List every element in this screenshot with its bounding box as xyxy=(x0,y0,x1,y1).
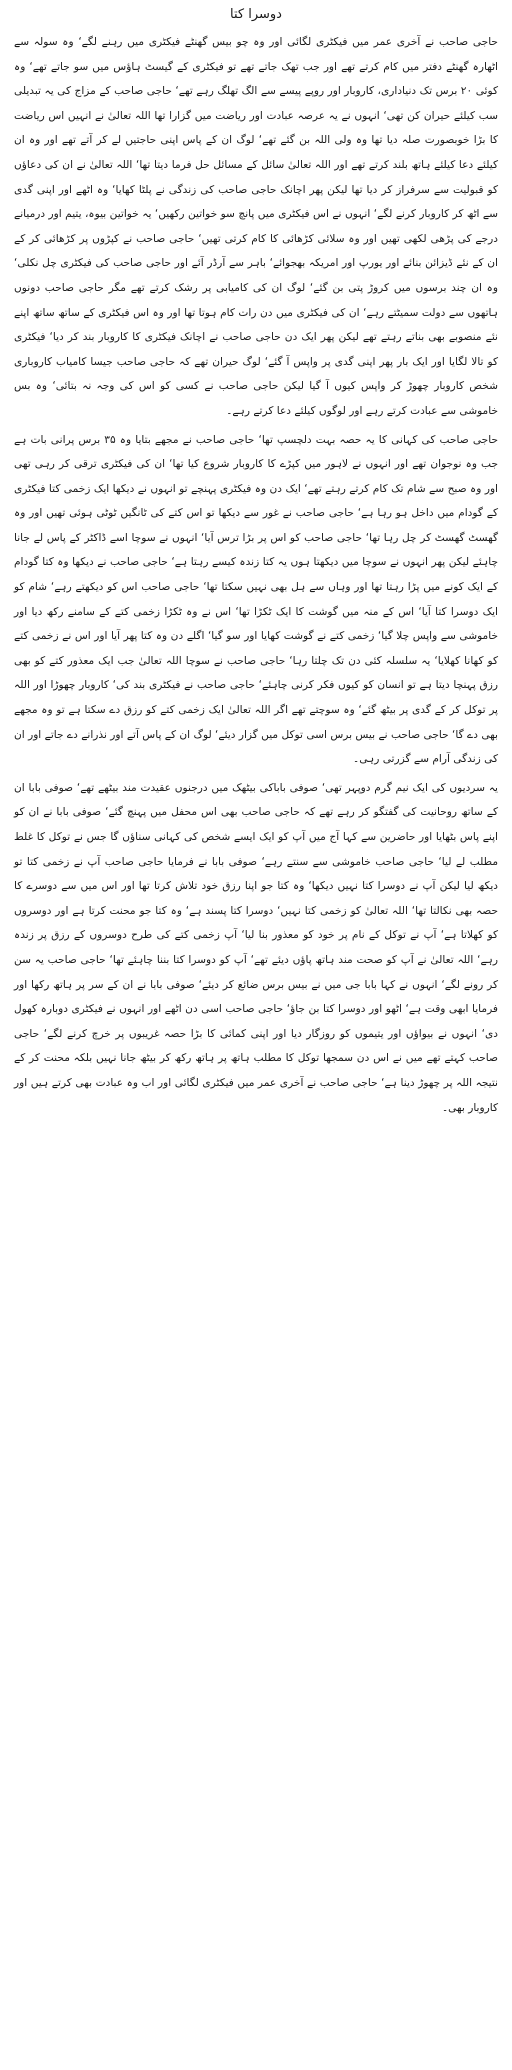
paragraph-2: حاجی صاحب کی کہانی کا یہ حصہ بہت دلچسپ تھا‘ حاجی صاحب نے مجھے بتایا وہ ۳۵ برس پرانی بات ہے جب وہ نوجوان تھے اور انہوں نے لاہور میں کپڑے کا کاروبار شروع کیا تھا‘ ان کی فیکٹری ترقی کر رہی تھی اور وہ صبح سے شام تک کام کرتے رہتے تھے‘ ایک دن وہ فیکٹری پہنچے تو انہوں نے دیکھا ایک زخمی کتا فیکٹری کے گودام میں داخل ہو رہا ہے‘ حاجی صاحب نے غور سے دیکھا تو اس کتے کی ٹانگیں ٹوٹی ہوئی تھیں اور وہ گھسٹ گھسٹ کر چل رہا تھا‘ حاجی صاحب کو اس پر بڑا ترس آیا‘ انہوں نے سوچا اسے ڈاکٹر کے پاس لے جانا چاہئے لیکن پھر انہوں نے سوچا میں دیکھتا ہوں یہ کتا زندہ کیسے رہتا ہے‘ حاجی صاحب نے دیکھا وہ کتا گودام کے ایک کونے میں پڑا رہتا تھا اور وہاں سے ہل بھی نہیں سکتا تھا‘ حاجی صاحب اس کو دیکھتے رہے‘ شام کو ایک دوسرا کتا آیا‘ اس کے منہ میں گوشت کا ایک ٹکڑا تھا‘ اس نے وہ ٹکڑا زخمی کتے کے سامنے رکھ دیا اور خاموشی سے واپس چلا گیا‘ زخمی کتے نے گوشت کھایا اور سو گیا‘ اگلے دن وہ کتا پھر آیا اور اس نے زخمی کتے کو کھانا کھلایا‘ یہ سلسلہ کئی دن تک چلتا رہا‘ حاجی صاحب نے سوچا اللہ تعالیٰ جب ایک معذور کتے کو بھی رزق پہنچا دیتا ہے تو انسان کو کیوں فکر کرنی چاہئے‘ حاجی صاحب نے فیکٹری بند کی‘ کاروبار چھوڑا اور اللہ پر توکل کر کے گدی پر بیٹھ گئے‘ وہ سوچتے تھے اگر اللہ تعالیٰ ایک زخمی کتے کو رزق دے سکتا ہے تو وہ مجھے بھی دے گا‘ حاجی صاحب نے بیس برس اسی توکل میں گزار دیئے‘ لوگ ان کے پاس آتے اور نذرانے دے جاتے اور ان کی زندگی آرام سے گزرتی رہی۔ xyxy=(13,433,498,766)
article-title: دوسرا کتا xyxy=(230,7,282,22)
paragraph-1: حاجی صاحب نے آخری عمر میں فیکٹری لگائی اور وہ چو بیس گھنٹے فیکٹری میں رہنے لگے‘ وہ سولہ سے اٹھارہ گھنٹے دفتر میں کام کرتے تھے اور جب تھک جاتے تھے تو فیکٹری کے گیسٹ ہاؤس میں سو جاتے تھے‘ وہ کوئی ۲۰ برس تک دنیاداری، کاروبار اور روپے پیسے سے الگ تھلگ رہے تھے‘ حاجی صاحب کے مزاج کی یہ تبدیلی سب کیلئے حیران کن تھی‘ انہوں نے یہ عرصہ عبادت اور ریاضت میں گزارا تھا اللہ تعالیٰ نے انہیں اس ریاضت کا بڑا خوبصورت صلہ دیا تھا وہ ولی اللہ بن گئے تھے‘ لوگ ان کے پاس اپنی حاجتیں لے کر آتے تھے اور وہ ان کیلئے دعا کیلئے ہاتھ بلند کرتے تھے اور اللہ تعالیٰ سائل کے مسائل حل فرما دیتا تھا‘ اللہ تعالیٰ نے ان کی دعاؤں کو قبولیت سے سرفراز کر دیا تھا لیکن پھر اچانک حاجی صاحب کی زندگی نے پلٹا کھایا‘ وہ اٹھے اور اپنی گدی سے اٹھ کر کاروبار کرنے لگے‘ انہوں نے اس فیکٹری میں پانچ سو خواتین رکھیں‘ یہ خواتین بیوہ، یتیم اور درمیانے درجے کی پڑھی لکھی تھیں اور وہ سلائی کڑھائی کا کام کرتی تھیں‘ حاجی صاحب نے کپڑوں پر کڑھائی کر کے ان کے نئے ڈیزائن بنائے اور یورپ اور امریکہ بھجوائے‘ باہر سے آرڈر آئے اور حاجی صاحب کی فیکٹری چل نکلی‘ وہ ان چند برسوں میں کروڑ پتی بن گئے‘ لوگ ان کی کامیابی پر رشک کرتے تھے مگر حاجی صاحب دونوں ہاتھوں سے دولت سمیٹتے رہے‘ ان کی فیکٹری میں دن رات کام ہوتا تھا اور وہ اس فیکٹری کے ساتھ ساتھ اپنے نئے منصوبے بھی بناتے رہتے تھے لیکن پھر ایک دن حاجی صاحب نے اچانک فیکٹری کا کاروبار بند کر دیا‘ فیکٹری کو تالا لگایا اور ایک بار پھر اپنی گدی پر واپس آ گئے‘ لوگ حیران تھے کہ حاجی صاحب جیسا کامیاب کاروباری شخص کاروبار چھوڑ کر واپس کیوں آ گیا لیکن حاجی صاحب نے کسی کو اس کی وجہ نہ بتائی‘ وہ بس خاموشی سے عبادت کرتے رہے اور لوگوں کیلئے دعا کرتے رہے۔ xyxy=(14,36,498,417)
paragraph-3: یہ سردیوں کی ایک نیم گرم دوپہر تھی‘ صوفی باباکی بیٹھک میں درجنوں عقیدت مند بیٹھے تھے‘ صوفی بابا ان کے ساتھ روحانیت کی گفتگو کر رہے تھے کہ حاجی صاحب بھی اس محفل میں پہنچ گئے‘ صوفی بابا نے ان کو اپنے پاس بٹھایا اور حاضرین سے کہا آج میں آپ کو ایک ایسے شخص کی کہانی سناؤں گا جس نے توکل کا غلط مطلب لے لیا‘ حاجی صاحب خاموشی سے سنتے رہے‘ صوفی بابا نے فرمایا حاجی صاحب آپ نے زخمی کتا تو دیکھ لیا لیکن آپ نے دوسرا کتا نہیں دیکھا‘ وہ کتا جو اپنا رزق خود تلاش کرتا تھا اور اس میں سے دوسرے کا حصہ بھی نکالتا تھا‘ اللہ تعالیٰ کو زخمی کتا نہیں‘ دوسرا کتا پسند ہے‘ وہ کتا جو محنت کرتا ہے اور دوسروں کو کھلاتا ہے‘ آپ نے توکل کے نام پر خود کو معذور بنا لیا‘ آپ زخمی کتے کی طرح دوسروں کے رزق پر زندہ رہے‘ اللہ تعالیٰ نے آپ کو صحت مند ہاتھ پاؤں دیئے تھے‘ آپ کو دوسرا کتا بننا چاہئے تھا‘ حاجی صاحب یہ سن کر رونے لگے‘ انہوں نے کہا بابا جی میں نے بیس برس ضائع کر دیئے‘ صوفی بابا نے ان کے سر پر ہاتھ رکھا اور فرمایا ابھی وقت ہے‘ اٹھو اور دوسرا کتا بن جاؤ‘ حاجی صاحب اسی دن اٹھے اور انہوں نے فیکٹری دوبارہ کھول دی‘ انہوں نے بیواؤں اور یتیموں کو روزگار دیا اور اپنی کمائی کا بڑا حصہ غریبوں پر خرچ کرنے لگے‘ حاجی صاحب کہتے تھے میں نے اس دن سمجھا توکل کا مطلب ہاتھ پر ہاتھ رکھ کر بیٹھ جانا نہیں بلکہ محنت کر کے نتیجہ اللہ پر چھوڑ دینا ہے‘ حاجی صاحب نے آخری عمر میں فیکٹری لگائی اور اب وہ عبادت بھی کرتے ہیں اور کاروبار بھی۔ xyxy=(14,781,498,1114)
